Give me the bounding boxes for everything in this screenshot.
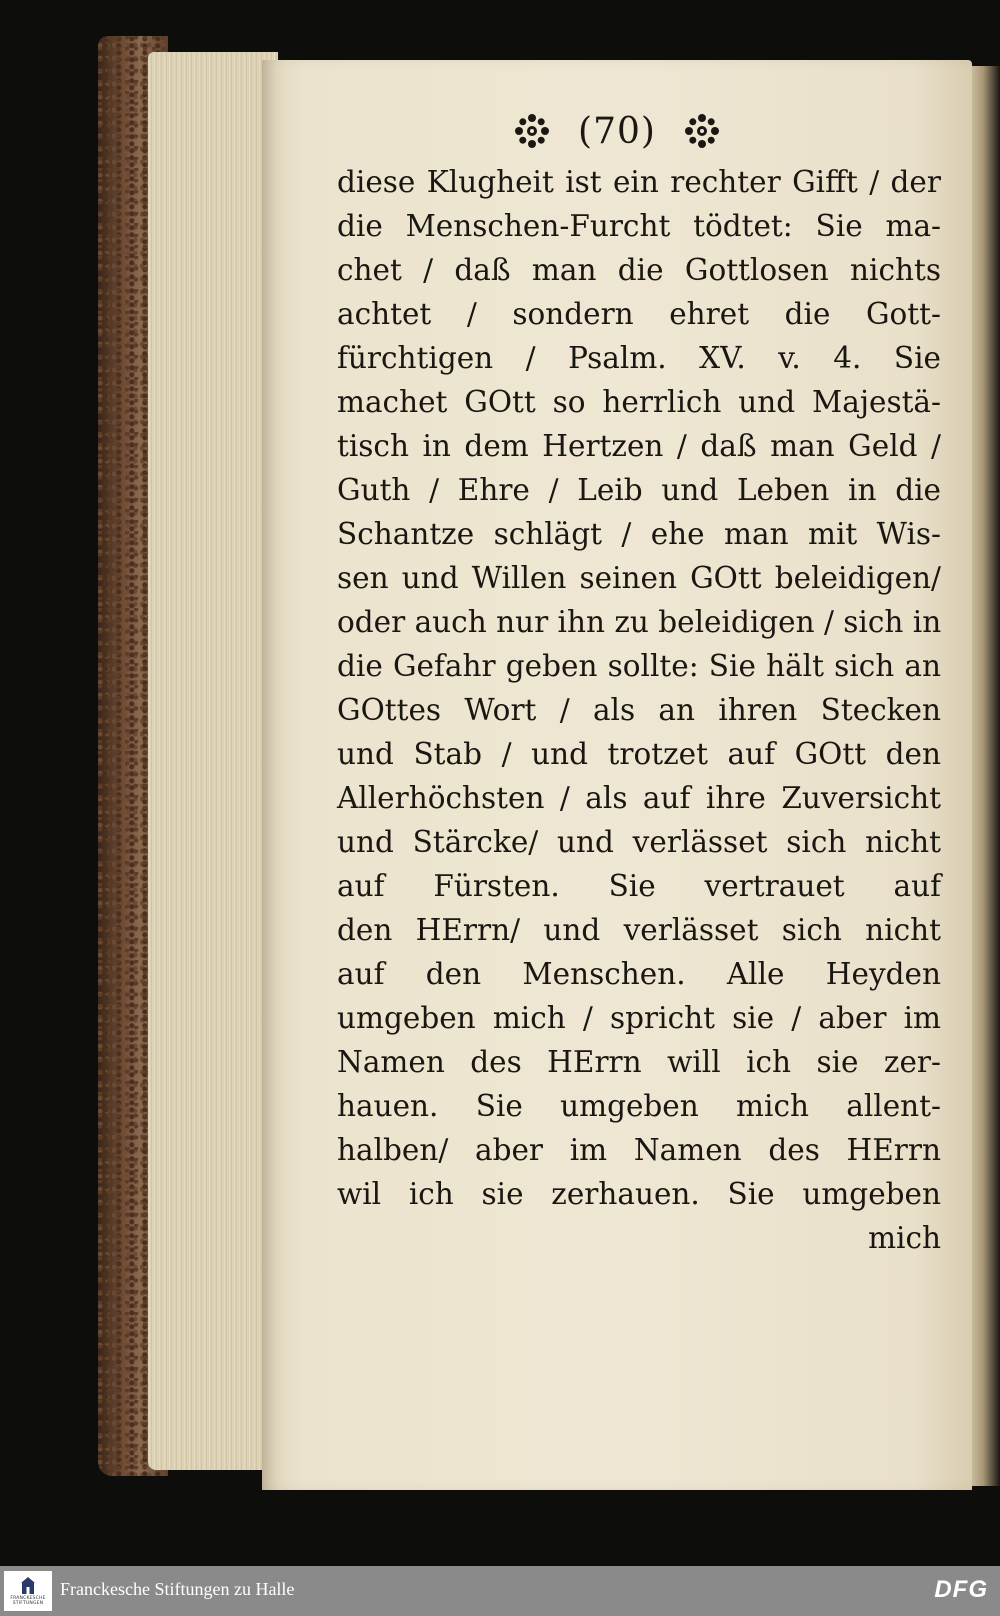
text-line: die Gefahr geben sollte: Sie hält sich an (337, 649, 941, 683)
text-line: tisch in dem Hertzen / daß man Geld / (337, 429, 941, 463)
text-line: hauen. Sie umgeben mich allent- (337, 1089, 941, 1123)
footer-bar (0, 1566, 1000, 1616)
building-logo-icon (20, 1576, 36, 1596)
logo-text-line1: FRANCKESCHE (10, 1596, 46, 1601)
text-line: fürchtigen / Psalm. XV. v. 4. Sie (337, 341, 941, 375)
text-line: auf den Menschen. Alle Heyden (337, 957, 941, 991)
text-line: auf Fürsten. Sie vertrauet auf (337, 869, 941, 903)
text-line: sen und Willen seinen GOtt beleidigen/ (337, 561, 941, 595)
text-line: oder auch nur ihn zu beleidigen / sich in (337, 605, 942, 639)
text-line: Allerhöchsten / als auf ihre Zuversicht (337, 781, 941, 815)
text-line: und Stärcke/ und verlässet sich nicht (337, 825, 941, 859)
text-line: und Stab / und trotzet auf GOtt den (337, 737, 941, 771)
text-line: Schantze schlägt / ehe man mit Wis- (337, 517, 941, 551)
text-line: machet GOtt so herrlich und Majestä- (337, 385, 941, 419)
text-line: umgeben mich / spricht sie / aber im (337, 1001, 941, 1035)
dfg-logo[interactable]: DFG (934, 1576, 988, 1603)
rosette-ornament-right-icon (682, 111, 722, 151)
page-text (337, 160, 941, 1260)
franckesche-stiftungen-logo[interactable] (4, 1571, 52, 1611)
text-line: den HErrn/ und verlässet sich nicht (337, 913, 941, 947)
text-line: diese Klugheit ist ein rechter Gifft / der (337, 165, 941, 199)
logo-text-line2: STIFTUNGEN (12, 1601, 44, 1606)
text-line: wil ich sie zerhauen. Sie umgeben (337, 1177, 941, 1211)
page-right-edge (972, 66, 1000, 1486)
text-line: GOttes Wort / als an ihren Stecken (337, 693, 941, 727)
text-line: halben/ aber im Namen des HErrn (337, 1133, 941, 1167)
page-header (262, 108, 972, 154)
text-line: achtet / sondern ehret die Gott- (337, 297, 941, 331)
page-stack-edges (148, 52, 278, 1470)
page-number: (70) (578, 110, 656, 152)
institution-name[interactable]: Franckesche Stiftungen zu Halle (60, 1579, 295, 1599)
catchword: mich (868, 1221, 941, 1255)
text-line: Namen des HErrn will ich sie zer- (337, 1045, 941, 1079)
text-line: chet / daß man die Gottlosen nichts (337, 253, 941, 287)
text-line: Guth / Ehre / Leib und Leben in die (337, 473, 941, 507)
rosette-ornament-left-icon (512, 111, 552, 151)
text-line: die Menschen-Furcht tödtet: Sie ma- (337, 209, 941, 243)
